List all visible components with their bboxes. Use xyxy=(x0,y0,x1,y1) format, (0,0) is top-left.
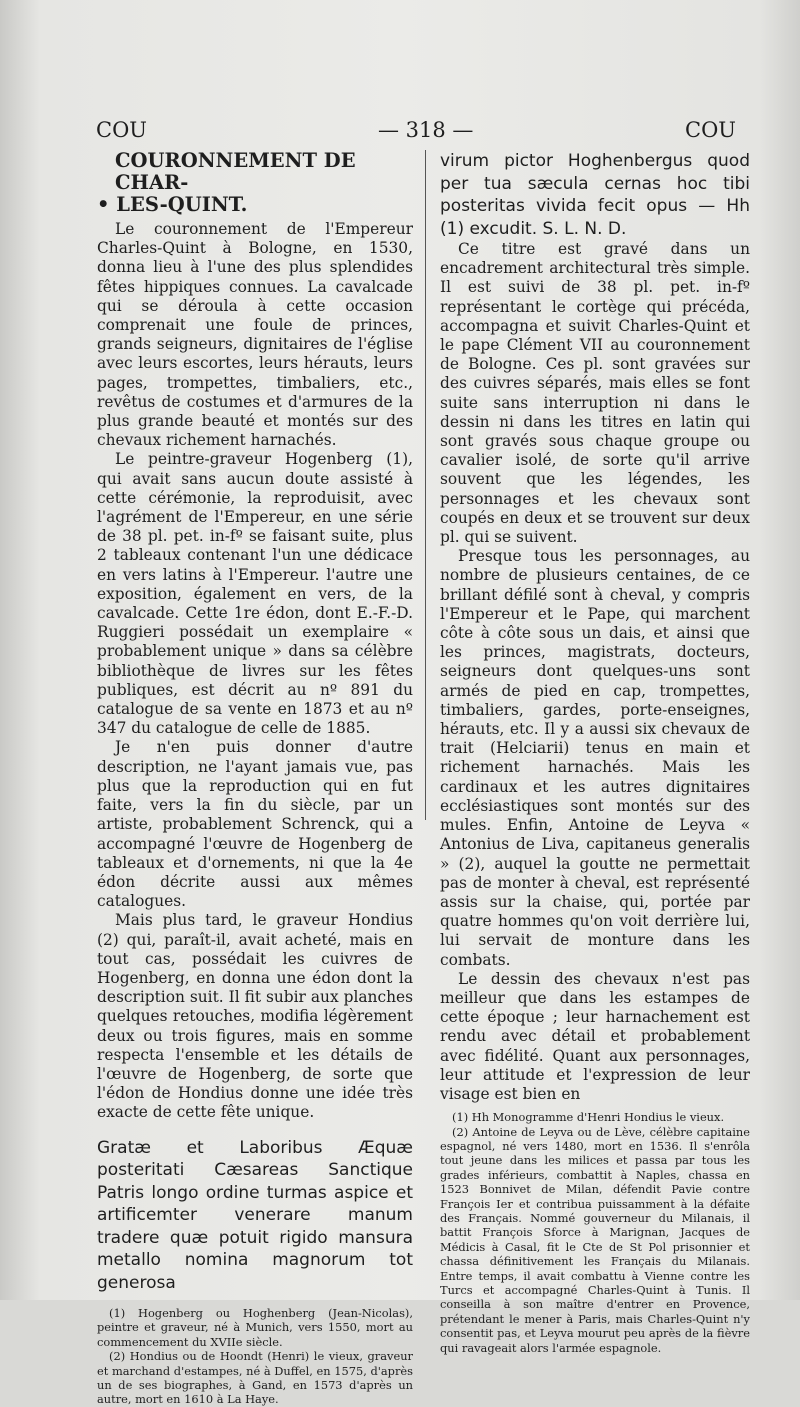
footnote: (1) Hh Monogramme d'Henri Hondius le vieux. xyxy=(452,1110,725,1125)
footnote: (1) Hogenberg ou Hoghenberg (Jean-Nicolas), peintre et graveur, né à Munich, vers 1550, mort au commencement du XVIIe siècle. xyxy=(97,1306,413,1349)
paragraph: Le peintre-graveur Hogenberg (1), qui avait sans aucun doute assisté à cette cérémonie, la reproduisit, avec l'agrément de l'Empereur, en une série de 38 pl. pet. in-fº se faisant suite, plus 2 tableaux contenant l'un une dédicace en vers latins à l'Empereur. l'autre une exposition, également en vers, de la cavalcade. Cette 1re édon, dont E.-F.-D. Ruggieri possédait un exemplaire « probablement unique » dans sa célèbre bibliothèque de livres sur les fêtes publiques, est décrit au nº 891 du catalogue de sa vente en 1873 et au nº 347 du catalogue de celle de 1885. xyxy=(97,450,413,738)
entry-title-line2: • LES-QUINT. xyxy=(97,194,413,216)
footnotes xyxy=(97,1306,413,1407)
left-column xyxy=(97,149,413,1407)
footnote: (2) Hondius ou de Hoondt (Henri) le vieux, graveur et marchand d'estampes, né à Duffel, en 1575, d'après un de ses biographes, à Gand, en 1573 d'après un autre, mort en 1610 à La Haye. xyxy=(97,1349,413,1407)
header-right-keyword: COU xyxy=(685,118,736,142)
paragraph: Mais plus tard, le graveur Hondius (2) qui, paraît-il, avait acheté, mais en tout cas, possédait les cuivres de Hogenberg, en donna une édon dont la description suit. Il fit subir aux planches quelques retouches, modifia légèrement deux ou trois figures, mais en somme respecta l'ensemble et les détails de l'œuvre de Hogenberg, de sorte que l'édon de Hondius donne une idée très exacte de cette fête unique. xyxy=(97,911,413,1122)
latin-dedication-continued: virum pictor Hoghenbergus quod per tua sæcula cernas hoc tibi posteritas vivida fecit opus — Hh (1) excudit. S. L. N. D. xyxy=(440,151,750,239)
paragraph: Je n'en puis donner d'autre description, ne l'ayant jamais vue, pas plus que la reproduction qui en fut faite, vers la fin du siècle, par un artiste, probablement Schrenck, qui a accompagné l'œuvre de Hogenberg de tableaux et d'ornements, ni que la 4e édon décrite aussi aux mêmes catalogues. xyxy=(97,738,413,911)
column-divider xyxy=(425,150,426,820)
running-header xyxy=(96,118,736,146)
right-column xyxy=(440,150,750,1355)
latin-dedication: Gratæ et Laboribus Æquæ posteritati Cæsareas Sanctique Patris longo ordine turmas aspice et artificemter venerare manum tradere quæ potuit rigido mansura metallo nomina magnorum tot generosa xyxy=(97,1137,413,1293)
paragraph: Presque tous les personnages, au nombre de plusieurs centaines, de ce brillant défilé sont à cheval, y compris l'Empereur et le Pape, qui marchent côte à côte sous un dais, et ainsi que les princes, magistrats, docteurs, seigneurs dont quelques-uns sont armés de pied en cap, trompettes, timbaliers, gardes, porte-enseignes, hérauts, etc. Il y a aussi six chevaux de trait (Helciarii) tenus en main et richement harnachés. Mais les cardinaux et les autres dignitaires ecclésiastiques sont montés sur des mules. Enfin, Antoine de Leyva « Antonius de Liva, capitaneus generalis » (2), auquel la goutte ne permettait pas de monter à cheval, est représenté assis sur la chaise, qui, portée par quatre hommes qu'on voit derrière lui, lui servait de monture dans les combats. xyxy=(440,547,750,969)
page-number: — 318 — xyxy=(378,118,474,142)
paragraph: Ce titre est gravé dans un encadrement architectural très simple. Il est suivi de 38 pl. pet. in-fº représentant le cortège qui précéda, accompagna et suivit Charles-Quint et le pape Clément VII au couronnement de Bologne. Ces pl. sont gravées sur des cuivres séparés, mais elles se font suite sans interruption ni dans le dessin ni dans les titres en latin qui sont gravés sous chaque groupe ou cavalier isolé, de sorte qu'il arrive souvent que les légendes, les personnages et les chevaux sont coupés en deux et se trouvent sur deux pl. qui se suivent. xyxy=(440,240,750,547)
paragraph: Le dessin des chevaux n'est pas meilleur que dans les estampes de cette époque ; leur harnachement est rendu avec détail et probablement avec fidélité. Quant aux personnages, leur attitude et l'expression de leur visage est bien en xyxy=(440,969,750,1103)
footnotes xyxy=(440,1110,750,1355)
footnote: (2) Antoine de Leyva ou de Lève, célèbre capitaine espagnol, né vers 1480, mort en 1536. Il s'enrôla tout jeune dans les milices et passa par tous les grades inférieurs, combattit à Naples, chassa en 1523 Bonnivet de Milan, défendit Pavie contre François Ier et contribua puissamment à la défaite des Français. Nommé gouverneur du Milanais, il battit François Sforce à Marignan, Jacques de Médicis à Casal, fit le Cte de St Pol prisonnier et chassa définitivement les Français du Milanais. Entre temps, il avait combattu à Vienne contre les Turcs et accompagné Charles-Quint à Tunis. Il conseilla à son maître d'entrer en Provence, prétendant le mener à Paris, mais Charles-Quint n'y consentit pas, et Leyva mourut peu après de la fièvre qui ravageait alors l'armée espagnole. xyxy=(440,1124,750,1355)
entry-title xyxy=(97,150,413,216)
header-left-keyword: COU xyxy=(96,118,147,142)
entry-title-line1: COURONNEMENT DE CHAR- xyxy=(115,149,356,194)
paragraph: Le couronnement de l'Empereur Charles-Quint à Bologne, en 1530, donna lieu à l'une des plus splendides fêtes hippiques connues. La cavalcade qui se déroula à cette occasion comprenait une foule de princes, grands seigneurs, dignitaires de l'église avec leurs escortes, leurs hérauts, leurs pages, trompettes, timbaliers, etc., revêtus de costumes et d'armures de la plus grande beauté et montés sur des chevaux richement harnachés. xyxy=(97,220,413,450)
